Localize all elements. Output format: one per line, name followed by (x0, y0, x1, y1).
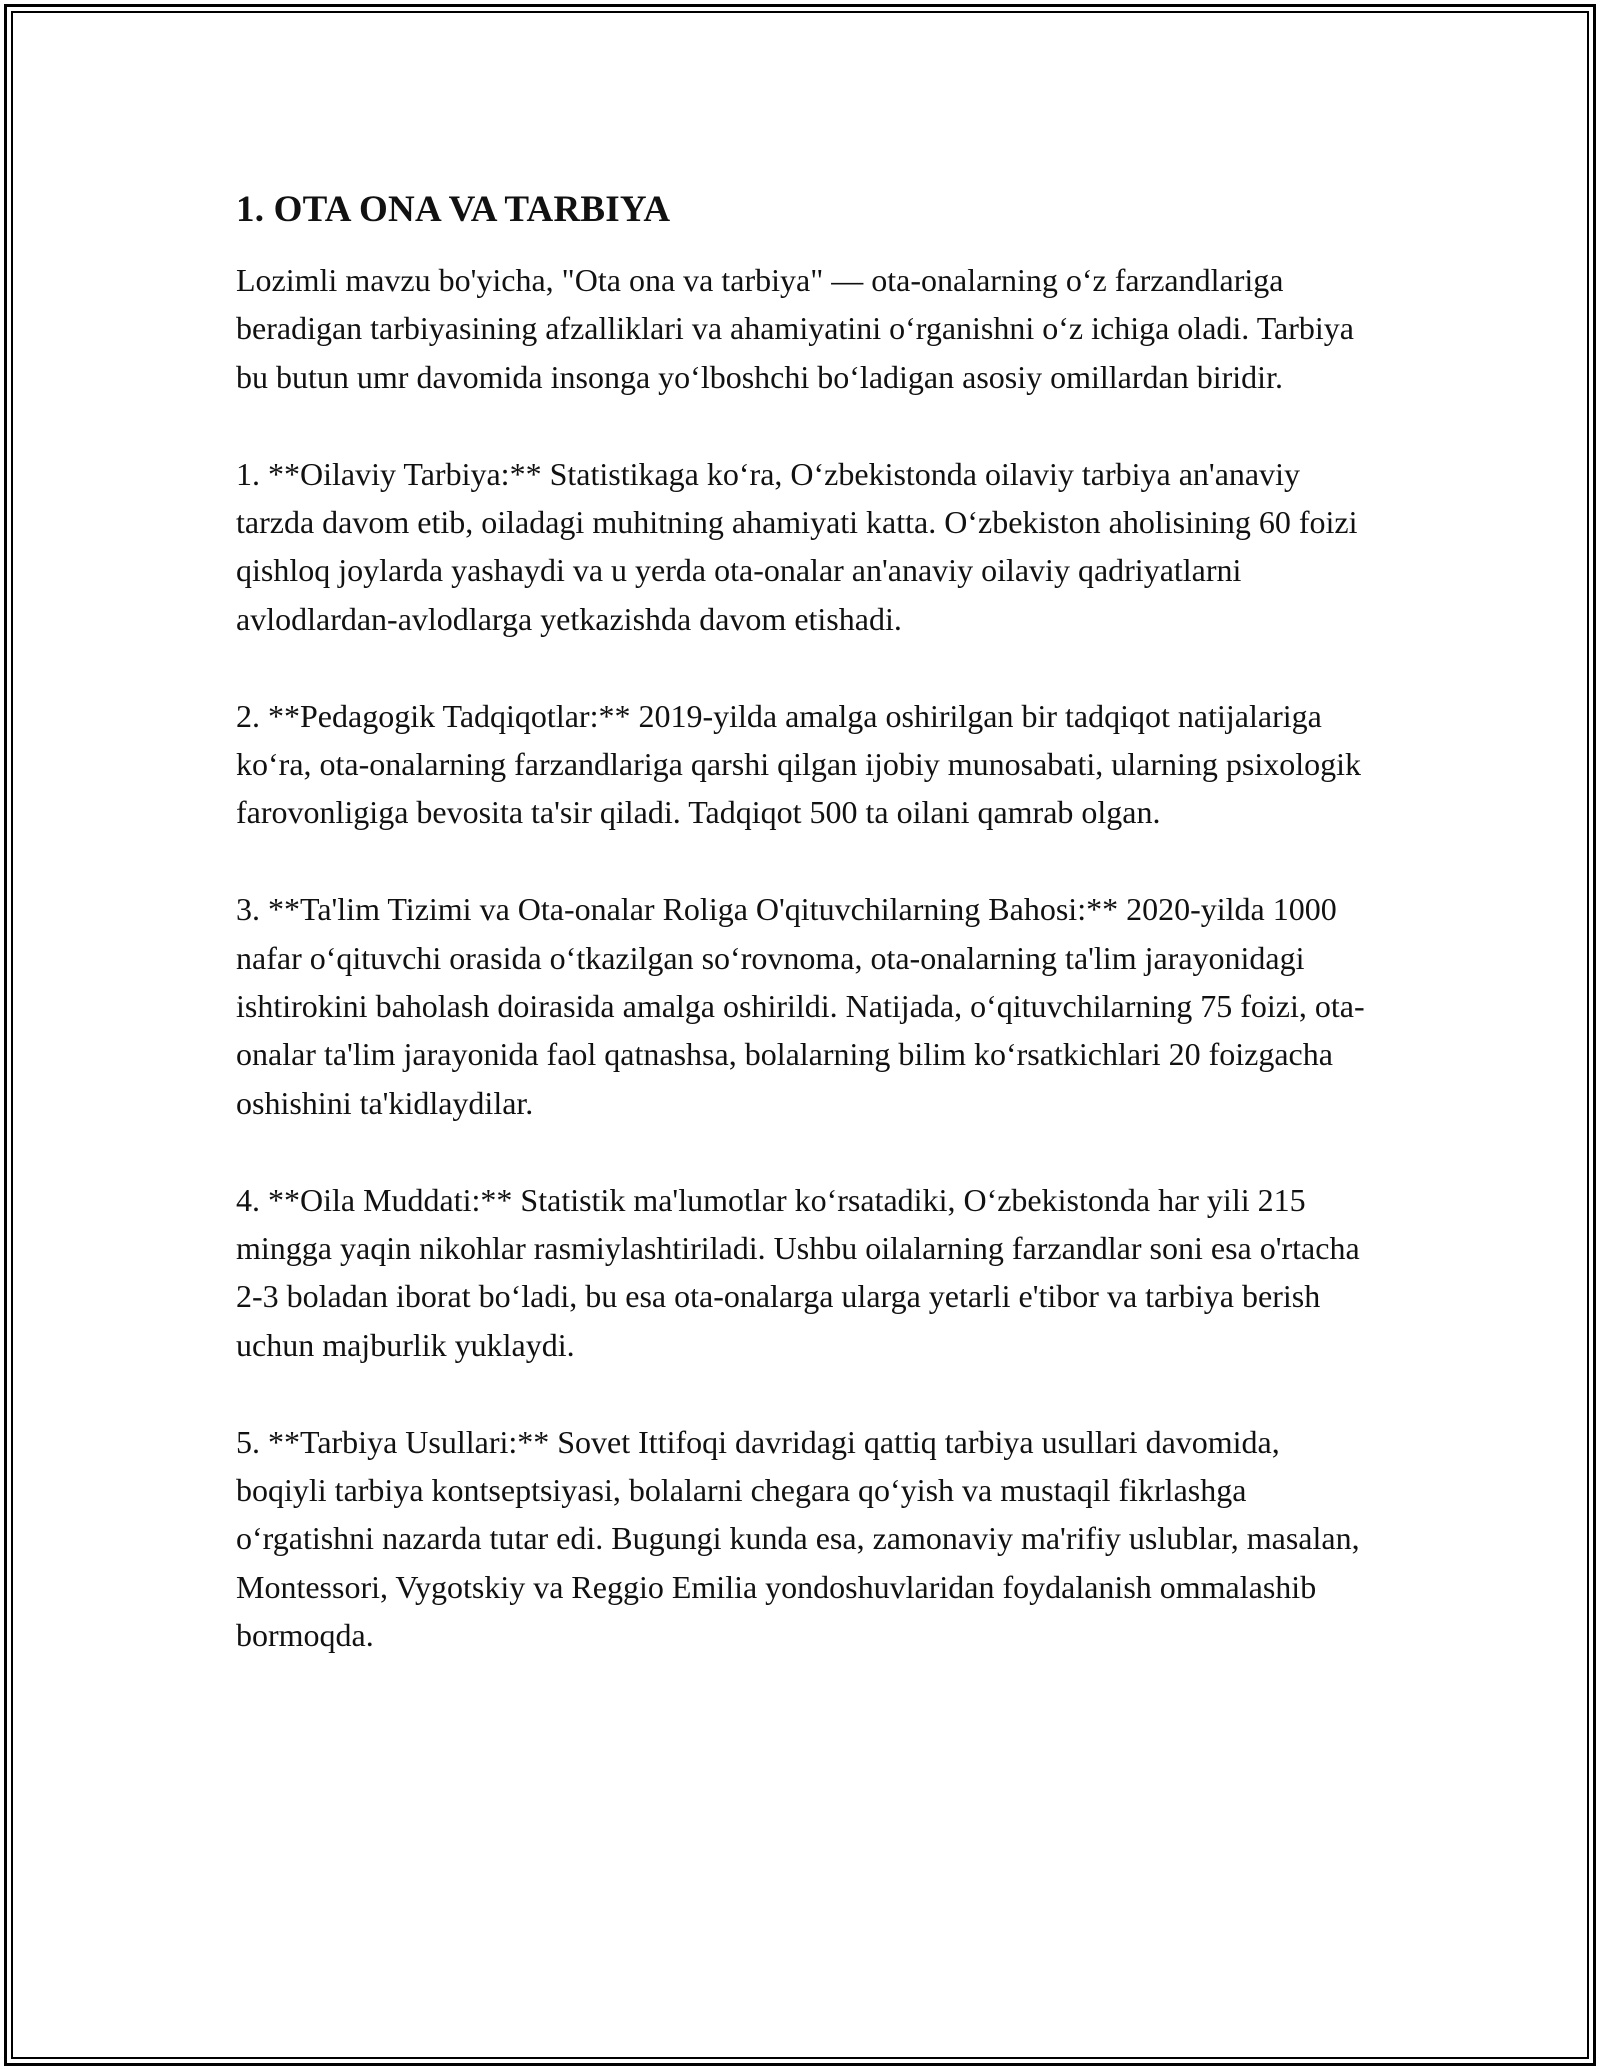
list-item-talim-tizimi: 3. **Ta'lim Tizimi va Ota-onalar Roliga O'qituvchilarning Bahosi:** 2020-yilda 1000 nafar o‘qituvchi orasida o‘tkazilgan so‘rovnoma, ota-onalarning ta'lim jarayonidagi ishtirokini baholash doirasida amalga oshirildi. Natijada, o‘qituvchilarning 75 foizi, ota-onalar ta'lim jarayonida faol qatnashsa, bolalarning bilim ko‘rsatkichlari 20 foizgacha oshishini ta'kidlaydilar. (236, 891, 1365, 1121)
list-item-tarbiya-usullari: 5. **Tarbiya Usullari:** Sovet Ittifoqi davridagi qattiq tarbiya usullari davomida, boqiyli tarbiya kontseptsiyasi, bolalarni chegara qo‘yish va mustaqil fikrlashga o‘rgatishni nazarda tutar edi. Bugungi kunda esa, zamonaviy ma'rifiy uslublar, masalan, Montessori, Vygotskiy va Reggio Emilia yondoshuvlaridan foydalanish ommalashib bormoqda. (236, 1423, 1360, 1654)
list-item-pedagogik-tadqiqotlar: 2. **Pedagogik Tadqiqotlar:** 2019-yilda amalga oshirilgan bir tadqiqot natijalariga ko‘ra, ota-onalarning farzandlariga qarshi qilgan ijobiy munosabati, ularning psixologik farovonligiga bevosita ta'sir qiladi. Tadqiqot 500 ta oilani qamrab olgan. (236, 697, 1362, 831)
document-body (236, 186, 1376, 1660)
document-title: 1. OTA ONA VA TARBIYA (236, 189, 671, 230)
list-item-oila-muddati: 4. **Oila Muddati:** Statistik ma'lumotlar ko‘rsatadiki, O‘zbekistonda har yili 215 mingga yaqin nikohlar rasmiylashtiriladi. Ushbu oilalarning farzandlar soni esa o'rtacha 2-3 boladan iborat bo‘ladi, bu esa ota-onalarga ularga yetarli e'tibor va tarbiya berish uchun majburlik yuklaydi. (236, 1181, 1360, 1363)
intro-paragraph: Lozimli mavzu bo'yicha, "Ota ona va tarbiya" — ota-onalarning o‘z farzandlariga beradigan tarbiyasining afzalliklari va ahamiyatini o‘rganishni o‘z ichiga oladi. Tarbiya bu butun umr davomida insonga yo‘lboshchi bo‘ladigan asosiy omillardan biridir. (236, 262, 1354, 395)
list-item-oilaviy-tarbiya: 1. **Oilaviy Tarbiya:** Statistikaga ko‘ra, O‘zbekistonda oilaviy tarbiya an'anaviy tarzda davom etib, oiladagi muhitning ahamiyati katta. O‘zbekiston aholisining 60 foizi qishloq joylarda yashaydi va u yerda ota-onalar an'anaviy oilaviy qadriyatlarni avlodlardan-avlodlarga yetkazishda davom etishadi. (236, 455, 1358, 637)
